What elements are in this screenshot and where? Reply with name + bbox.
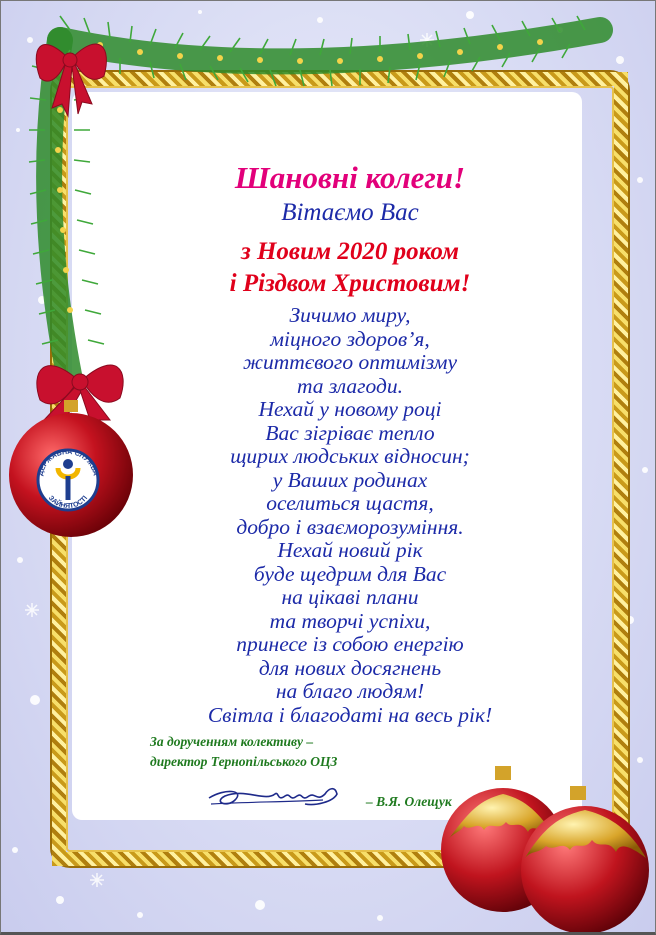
wish-line: буде щедрим для Вас [253, 561, 447, 586]
christmas-balls [440, 760, 656, 935]
holiday-line-2: і Різдвом Христовим! [229, 270, 471, 297]
logo-text-top: ДЕРЖАВНА СЛУЖБА [37, 448, 99, 477]
signature-block [150, 732, 337, 772]
greeting-subtitle: Вітаємо Вас [281, 199, 419, 226]
signer-name: – В.Я. Олещук [366, 794, 452, 809]
greeting-title: Шановні колеги! [234, 160, 466, 195]
wish-line: на цікаві плани [281, 585, 419, 609]
wish-line: Вас зігріває тепло [265, 420, 435, 445]
logo-text-bottom: ЗАЙНЯТОСТІ [46, 494, 90, 511]
signature-line-1: За дорученням колективу – [150, 734, 314, 749]
wish-line: та злагоди. [296, 373, 403, 398]
wish-line: для нових досягнень [258, 655, 442, 680]
greeting-text-block [150, 160, 550, 727]
holiday-line-1: з Новим 2020 роком [240, 238, 460, 265]
logo-ornament [6, 400, 136, 540]
wish-line: Нехай новий рік [277, 538, 423, 562]
wish-line: Нехай у новому році [258, 397, 442, 421]
wish-line: міцного здоров’я, [270, 326, 430, 351]
wish-line: на благо людям! [275, 679, 425, 703]
wish-line: Зичимо миру, [289, 303, 411, 327]
wish-line: та творчі успіхи, [269, 608, 431, 633]
signature-line-2: директор Тернопільського ОЦЗ [150, 754, 338, 769]
wish-line: добро і взаєморозуміння. [236, 514, 464, 539]
wish-line: Світла і благодаті на весь рік! [207, 702, 493, 727]
wish-line: щирих людських відносин; [230, 444, 470, 468]
handwritten-signature [205, 780, 355, 814]
wish-line: у Ваших родинах [272, 467, 428, 492]
wish-line: оселиться щастя, [266, 491, 434, 515]
wish-line: принесе із собою енергію [236, 632, 464, 656]
wishes-list [150, 304, 550, 727]
wish-line: життєвого оптимізму [242, 350, 458, 374]
